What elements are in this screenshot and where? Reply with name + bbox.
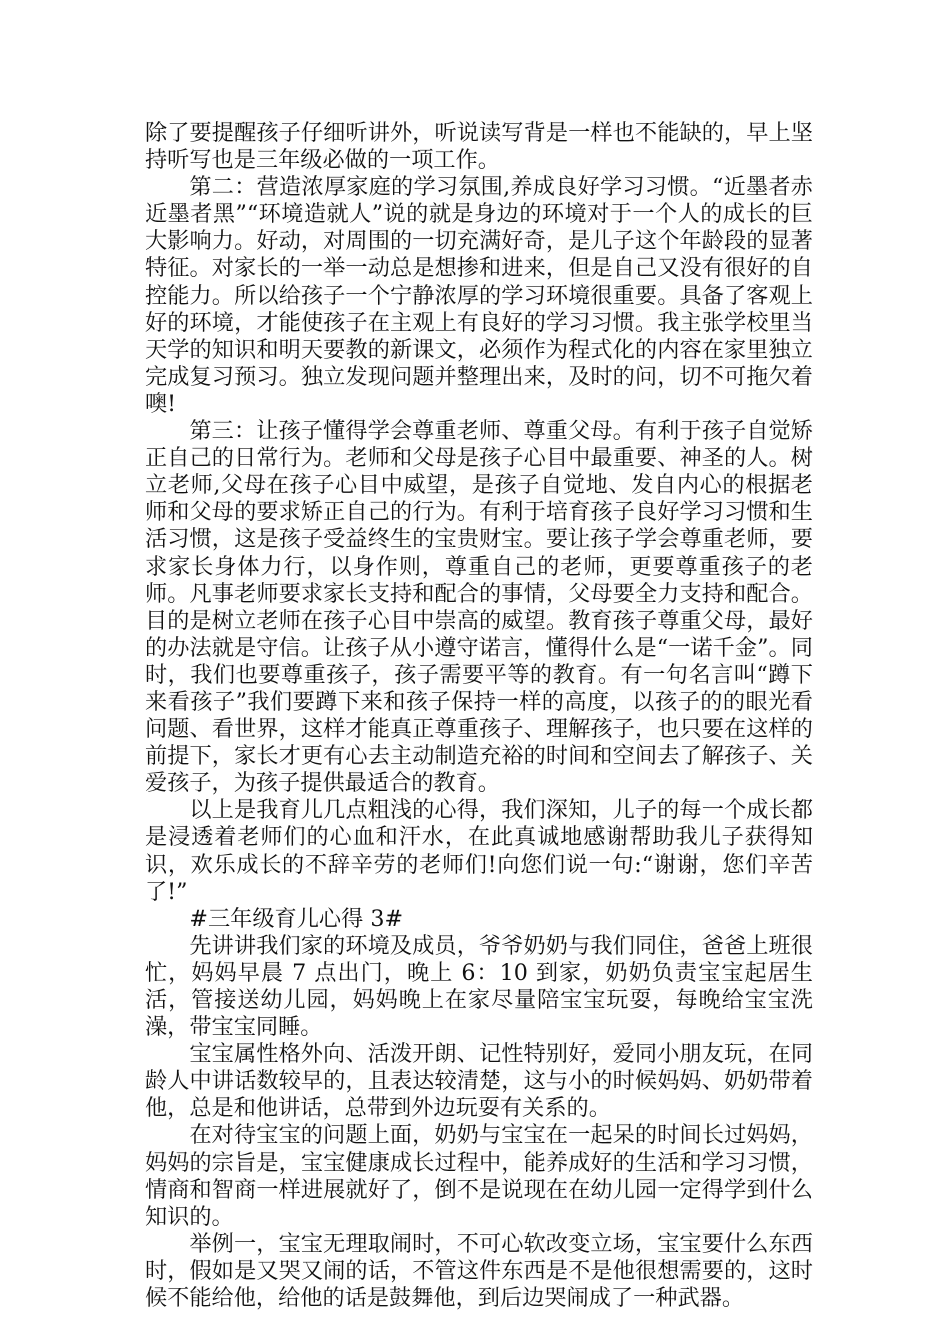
document-body <box>145 120 813 1312</box>
paragraph-3: 第三：让孩子懂得学会尊重老师、尊重父母。有利于孩子自觉矫正自己的日常行为。老师和父母是孩子心目中最重要、神圣的人。树立老师,父母在孩子心目中威望，是孩子自觉地、发自内心的根据老师和父母的要求矫正自己的行为。有利于培育孩子良好学习习惯和生活习惯，这是孩子受益终生的宝贵财宝。要让孩子学会尊重老师，要求家长身体力行，以身作则，尊重自己的老师，更要尊重孩子的老师。凡事老师要求家长支持和配合的事情，父母要全力支持和配合。目的是树立老师在孩子心目中崇高的威望。教育孩子尊重父母，最好的办法就是守信。让孩子从小遵守诺言，懂得什么是“一诺千金”。同时，我们也要尊重孩子，孩子需要平等的教育。有一句名言叫“蹲下来看孩子”我们要蹲下来和孩子保持一样的高度，以孩子的的眼光看问题、看世界，这样才能真正尊重孩子、理解孩子，也只要在这样的前提下，家长才更有心去主动制造充裕的时间和空间去了解孩子、关爱孩子，为孩子提供最适合的教育。 <box>145 418 813 797</box>
section-heading: #三年级育儿心得 3# <box>189 905 404 932</box>
paragraph-7: 在对待宝宝的问题上面，奶奶与宝宝在一起呆的时间长过妈妈，妈妈的宗旨是，宝宝健康成长过程中，能养成好的生活和学习习惯，情商和智商一样进展就好了，倒不是说现在在幼儿园一定得学到什么知识的。 <box>145 1122 813 1230</box>
paragraph-1: 除了要提醒孩子仔细听讲外，听说读写背是一样也不能缺的，早上坚持听写也是三年级必做的一项工作。 <box>145 120 813 174</box>
paragraph-6: 宝宝属性格外向、活泼开朗、记性特别好，爱同小朋友玩，在同龄人中讲话数较早的，且表达较清楚，这与小的时候妈妈、奶奶带着他，总是和他讲话，总带到外边玩耍有关系的。 <box>145 1041 813 1122</box>
paragraph-4: 以上是我育儿几点粗浅的心得，我们深知，儿子的每一个成长都是浸透着老师们的心血和汗水，在此真诚地感谢帮助我儿子获得知识，欢乐成长的不辞辛劳的老师们!向您们说一句:“谢谢，您们辛苦了!” <box>145 797 813 905</box>
paragraph-5: 先讲讲我们家的环境及成员，爷爷奶奶与我们同住，爸爸上班很忙，妈妈早晨 7 点出门，晚上 6：10 到家，奶奶负责宝宝起居生活，管接送幼儿园，妈妈晚上在家尽量陪宝宝玩耍，每晚给宝宝洗澡，带宝宝同睡。 <box>145 932 813 1041</box>
paragraph-8: 举例一，宝宝无理取闹时，不可心软改变立场，宝宝要什么东西时，假如是又哭又闹的话，不管这件东西是不是他很想需要的，这时候不能给他，给他的话是鼓舞他，到后边哭闹成了一种武器。 <box>145 1230 813 1312</box>
paragraph-2: 第二：营造浓厚家庭的学习氛围,养成良好学习习惯。“近墨者赤近墨者黑”“环境造就人”说的就是身边的环境对于一个人的成长的巨大影响力。好动，对周围的一切充满好奇，是儿子这个年龄段的显著特征。对家长的一举一动总是想掺和进来，但是自己又没有很好的自控能力。所以给孩子一个宁静浓厚的学习环境很重要。具备了客观上好的环境，才能使孩子在主观上有良好的学习习惯。我主张学校里当天学的知识和明天要教的新课文，必须作为程式化的内容在家里独立完成复习预习。独立发现问题并整理出来，及时的问，切不可拖欠着噢! <box>145 174 813 417</box>
